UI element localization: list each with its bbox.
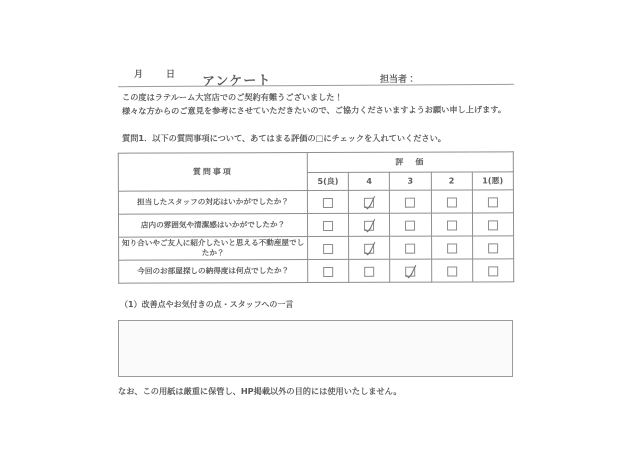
rating-cell-2[interactable] — [431, 190, 472, 213]
checkbox-icon[interactable] — [447, 243, 457, 253]
checkbox-icon[interactable] — [447, 197, 457, 207]
scale-header-1: 1(悪) — [472, 172, 513, 190]
checkbox-icon[interactable] — [488, 197, 498, 207]
question-instruction: 質問1．以下の質問事項について、あてはまる評価の□にチェックを入れていください。 — [122, 133, 446, 143]
page-title: アンケート — [201, 73, 272, 90]
table-header-row-1 — [118, 152, 513, 173]
checkbox-checked-icon[interactable] — [364, 220, 374, 230]
rating-cell-4[interactable] — [349, 259, 390, 282]
checkbox-icon[interactable] — [447, 266, 457, 276]
rating-cell-3[interactable] — [390, 259, 431, 282]
checkbox-icon[interactable] — [364, 266, 374, 276]
checkbox-icon[interactable] — [406, 243, 416, 253]
question-text: 担当したスタッフの対応はいかがでしたか？ — [118, 191, 307, 215]
rating-cell-5[interactable] — [308, 236, 349, 259]
survey-table-body — [118, 190, 513, 283]
checkbox-icon[interactable] — [488, 266, 498, 276]
footer-note: なお、この用紙は厳重に保管し、HP掲載以外の目的には使用いたしません。 — [118, 386, 402, 396]
checkbox-checked-icon[interactable] — [364, 197, 374, 207]
rating-cell-5[interactable] — [307, 190, 348, 213]
comment-section-label: （1）改善点やお気付きの点・スタッフへの一言 — [120, 300, 294, 309]
rating-cell-5[interactable] — [307, 213, 348, 236]
checkbox-icon[interactable] — [488, 243, 498, 253]
scale-header-5: 5(良) — [307, 172, 348, 190]
month-label: 月 — [134, 70, 144, 80]
table-row — [118, 213, 513, 237]
survey-table — [118, 151, 514, 283]
table-row — [119, 259, 514, 283]
rating-cell-1[interactable] — [472, 259, 513, 282]
checkbox-icon[interactable] — [488, 220, 498, 230]
checkbox-icon[interactable] — [323, 220, 333, 230]
table-row — [118, 190, 513, 214]
checkbox-icon[interactable] — [447, 220, 457, 230]
scale-header-3: 3 — [390, 172, 431, 190]
checkbox-checked-icon[interactable] — [364, 243, 374, 253]
rating-cell-1[interactable] — [472, 213, 513, 236]
rating-cell-2[interactable] — [431, 259, 472, 282]
comment-input-box[interactable] — [118, 320, 513, 377]
intro-paragraph — [122, 91, 522, 118]
rating-cell-1[interactable] — [472, 190, 513, 213]
scale-header-4: 4 — [349, 172, 390, 190]
checkbox-icon[interactable] — [405, 220, 415, 230]
rating-cell-4[interactable] — [349, 236, 390, 259]
question-text: 知り合いやご友人に紹介したいと思える不動産屋でしたか？ — [119, 237, 308, 261]
rating-cell-3[interactable] — [390, 190, 431, 213]
rating-cell-4[interactable] — [349, 213, 390, 236]
scale-header-2: 2 — [431, 172, 472, 190]
rating-cell-3[interactable] — [390, 236, 431, 259]
rating-cell-2[interactable] — [431, 236, 472, 259]
question-text: 店内の雰囲気や清潔感はいかがでしたか？ — [118, 214, 307, 238]
table-row — [119, 236, 514, 260]
checkbox-icon[interactable] — [323, 243, 333, 253]
header-question-column: 質問事項 — [118, 153, 307, 192]
header-divider — [118, 84, 514, 87]
rating-cell-2[interactable] — [431, 213, 472, 236]
survey-table-wrapper — [118, 151, 514, 283]
rating-cell-1[interactable] — [472, 236, 513, 259]
checkbox-icon[interactable] — [405, 197, 415, 207]
intro-line-2: 様々な方からのご意見を参考にさせていただきたいので、ご協力くださいますようお願い申し上げます。 — [121, 103, 507, 116]
question-text: 今回のお部屋探しの納得度は何点でしたか？ — [119, 260, 308, 284]
form-header — [118, 64, 514, 88]
day-label: 日 — [166, 70, 176, 80]
header-rating-group: 評 価 — [307, 152, 513, 173]
rating-cell-4[interactable] — [349, 190, 390, 213]
checkbox-icon[interactable] — [323, 197, 333, 207]
checkbox-checked-icon[interactable] — [406, 266, 416, 276]
rating-cell-5[interactable] — [308, 259, 349, 282]
checkbox-icon[interactable] — [323, 266, 333, 276]
staff-in-charge-label: 担当者： — [380, 75, 417, 85]
rating-cell-3[interactable] — [390, 213, 431, 236]
intro-line-1: この度はラテルーム大宮店でのご契約有難うございました！ — [122, 92, 343, 102]
